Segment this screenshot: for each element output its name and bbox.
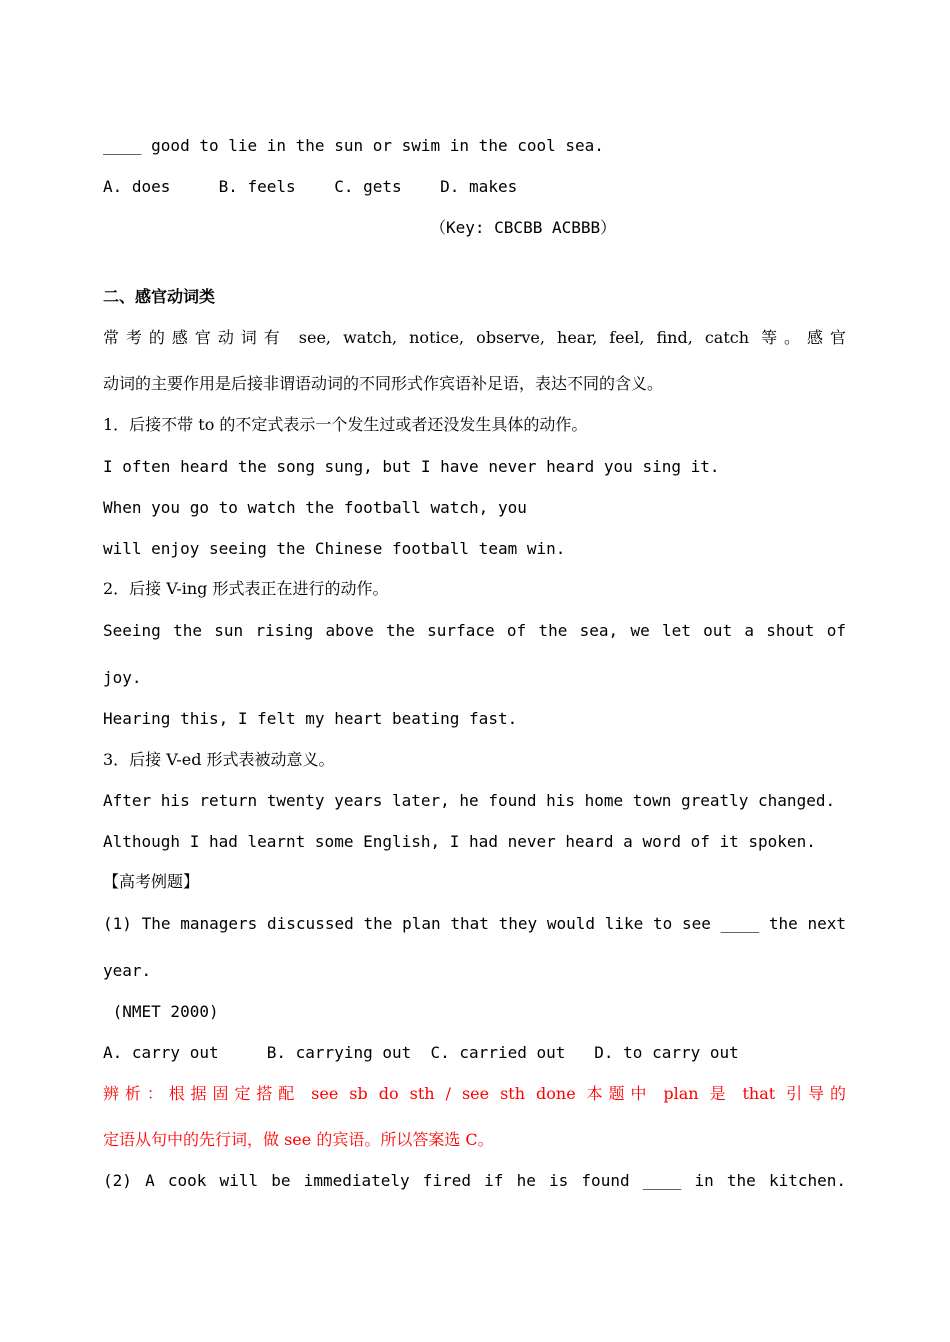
intro-line-1: 常考的感官动词有 see, watch, notice, observe, hear, feel, find, catch 等。感官 bbox=[103, 328, 846, 347]
example-2a: When you go to watch the football watch, you bbox=[103, 498, 527, 517]
example-6: Although I had learnt some English, I had never heard a word of it spoken. bbox=[103, 832, 816, 851]
example-5: After his return twenty years later, he found his home town greatly changed. bbox=[103, 791, 836, 810]
question-1-source: (NMET 2000) bbox=[103, 1002, 219, 1021]
question-1-options: A. carry out B. carrying out C. carried out D. to carry out bbox=[103, 1043, 739, 1062]
example-1: I often heard the song sung, but I have never heard you sing it. bbox=[103, 457, 720, 476]
point-2: 2．后接 V-ing 形式表正在进行的动作。 bbox=[103, 579, 389, 598]
point-3: 3．后接 V-ed 形式表被动意义。 bbox=[103, 750, 335, 769]
analysis-line-b: 定语从句中的先行词，做 see 的宾语。所以答案选 C。 bbox=[103, 1130, 494, 1149]
example-3b: joy. bbox=[103, 668, 142, 687]
example-2b: will enjoy seeing the Chinese football team win. bbox=[103, 539, 566, 558]
exam-heading: 【高考例题】 bbox=[103, 872, 200, 891]
question-options: A. does B. feels C. gets D. makes bbox=[103, 177, 518, 196]
question-1-line-b: year. bbox=[103, 961, 152, 980]
example-3a: Seeing the sun rising above the surface of the sea, we let out a shout of bbox=[103, 621, 846, 640]
section-heading: 二、感官动词类 bbox=[103, 287, 216, 306]
intro-line-2: 动词的主要作用是后接非谓语动词的不同形式作宾语补足语，表达不同的含义。 bbox=[103, 374, 664, 393]
question-2-line-a: (2) A cook will be immediately fired if he is found ____ in the kitchen. bbox=[103, 1171, 846, 1190]
point-1: 1．后接不带 to 的不定式表示一个发生过或者还没发生具体的动作。 bbox=[103, 415, 588, 434]
example-4: Hearing this, I felt my heart beating fast. bbox=[103, 709, 518, 728]
question-tail: ____ good to lie in the sun or swim in the cool sea. bbox=[103, 136, 604, 155]
answer-key: （Key: CBCBB ACBBB） bbox=[430, 218, 617, 237]
analysis-line-a: 辨析：根据固定搭配 see sb do sth / see sth done 本题中 plan 是 that 引导的 bbox=[103, 1084, 846, 1103]
question-1-line-a: (1) The managers discussed the plan that they would like to see ____ the next bbox=[103, 914, 846, 933]
